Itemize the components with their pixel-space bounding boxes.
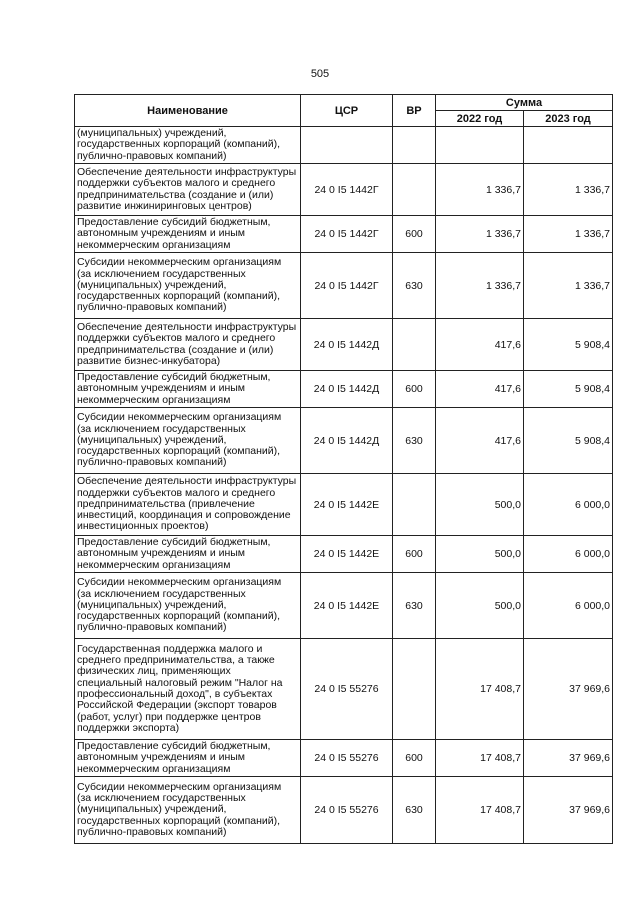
cell-vr: 600 xyxy=(393,536,436,573)
cell-2023: 37 969,6 xyxy=(524,639,613,740)
cell-name xyxy=(75,474,301,536)
table-row xyxy=(75,164,613,216)
table-row xyxy=(75,536,613,573)
cell-name-line: Предоставление субсидий бюджетным, xyxy=(77,216,271,229)
cell-name-line: некоммерческим организациям xyxy=(77,558,231,571)
cell-name-line: физических лиц, применяющих xyxy=(77,665,231,678)
cell-vr xyxy=(393,164,436,216)
table-row xyxy=(75,740,613,777)
cell-name-line: профессиональный доход", в субъектах xyxy=(77,688,273,700)
cell-name-line: Обеспечение деятельности инфраструктуры xyxy=(77,475,297,488)
cell-name-line: инвестиционных проектов) xyxy=(77,520,209,533)
cell-name-line: автономным учреждениям и иным xyxy=(77,382,246,395)
cell-name-line: публично-правовых компаний) xyxy=(77,149,227,162)
cell-name-line: некоммерческим организациям xyxy=(77,238,231,251)
cell-name-line: государственных корпораций (компаний), xyxy=(77,445,281,458)
header-vr: ВР xyxy=(393,95,436,127)
cell-2023: 37 969,6 xyxy=(524,777,613,844)
cell-csr: 24 0 I5 55276 xyxy=(301,777,393,844)
cell-name-line: (муниципальных) учреждений, xyxy=(77,278,227,291)
cell-csr: 24 0 I5 1442Д xyxy=(301,408,393,474)
cell-name-line: публично-правовых компаний) xyxy=(77,621,227,634)
cell-2023: 1 336,7 xyxy=(524,253,613,319)
table-row xyxy=(75,777,613,844)
cell-name xyxy=(75,371,301,408)
cell-name-line: среднего предпринимательства, а также xyxy=(77,654,275,667)
cell-vr: 630 xyxy=(393,777,436,844)
table-row xyxy=(75,216,613,253)
cell-name-line: (за исключением государственных xyxy=(77,587,246,600)
page-number: 505 xyxy=(310,68,330,80)
cell-name-line: специальный налоговый режим "Налог на xyxy=(77,676,283,689)
cell-2022: 17 408,7 xyxy=(436,639,524,740)
cell-csr: 24 0 I5 1442Е xyxy=(301,536,393,573)
cell-2023: 1 336,7 xyxy=(524,216,613,253)
cell-name xyxy=(75,253,301,319)
cell-name-line: Субсидии некоммерческим организациям xyxy=(77,411,282,424)
cell-2023 xyxy=(524,127,613,164)
cell-name-line: Обеспечение деятельности инфраструктуры xyxy=(77,320,297,333)
cell-name-line: развитие бизнес-инкубатора) xyxy=(77,354,221,367)
cell-name-line: предпринимательства (привлечение xyxy=(77,497,255,510)
cell-2023: 1 336,7 xyxy=(524,164,613,216)
cell-name-line: (за исключением государственных xyxy=(77,792,246,805)
cell-vr xyxy=(393,127,436,164)
cell-2023: 5 908,4 xyxy=(524,319,613,371)
table-row xyxy=(75,474,613,536)
cell-2023: 5 908,4 xyxy=(524,408,613,474)
cell-2022: 17 408,7 xyxy=(436,740,524,777)
cell-2022: 500,0 xyxy=(436,573,524,639)
cell-csr: 24 0 I5 55276 xyxy=(301,740,393,777)
cell-name xyxy=(75,408,301,474)
cell-vr xyxy=(393,639,436,740)
cell-name-line: Субсидии некоммерческим организациям xyxy=(77,576,282,589)
cell-name-line: (за исключением государственных xyxy=(77,422,246,435)
cell-vr: 600 xyxy=(393,371,436,408)
cell-name xyxy=(75,319,301,371)
header-name: Наименование xyxy=(75,95,301,127)
cell-2022: 17 408,7 xyxy=(436,777,524,844)
table-row xyxy=(75,127,613,164)
cell-csr: 24 0 I5 1442Г xyxy=(301,216,393,253)
table-row xyxy=(75,573,613,639)
cell-name-line: (муниципальных) учреждений, xyxy=(77,127,227,140)
cell-2023: 5 908,4 xyxy=(524,371,613,408)
table-row xyxy=(75,253,613,319)
cell-name-line: инвестиций, координация и сопровождение xyxy=(77,509,291,522)
cell-name-line: (за исключением государственных xyxy=(77,267,246,280)
table-body xyxy=(75,127,613,844)
cell-vr: 600 xyxy=(393,216,436,253)
cell-csr: 24 0 I5 1442Е xyxy=(301,573,393,639)
cell-csr: 24 0 I5 1442Д xyxy=(301,371,393,408)
cell-2022: 417,6 xyxy=(436,319,524,371)
cell-name-line: предпринимательства (создание и (или) xyxy=(77,188,274,201)
cell-name-line: публично-правовых компаний) xyxy=(77,301,227,314)
cell-name-line: развитие инжиниринговых центров) xyxy=(77,199,252,212)
cell-name-line: предпринимательства (создание и (или) xyxy=(77,343,274,356)
cell-2023: 37 969,6 xyxy=(524,740,613,777)
cell-name-line: (муниципальных) учреждений, xyxy=(77,433,227,446)
cell-vr: 630 xyxy=(393,253,436,319)
cell-name-line: государственных корпораций (компаний), xyxy=(77,610,281,623)
header-sum: Сумма xyxy=(436,95,613,111)
table-row xyxy=(75,639,613,740)
cell-2022: 417,6 xyxy=(436,371,524,408)
cell-name-line: Предоставление субсидий бюджетным, xyxy=(77,536,271,549)
cell-csr: 24 0 I5 1442Г xyxy=(301,164,393,216)
cell-vr: 630 xyxy=(393,573,436,639)
cell-csr: 24 0 I5 1442Е xyxy=(301,474,393,536)
cell-name-line: (муниципальных) учреждений, xyxy=(77,803,227,816)
table-row xyxy=(75,408,613,474)
cell-name-line: публично-правовых компаний) xyxy=(77,825,227,838)
cell-name-line: Субсидии некоммерческим организациям xyxy=(77,780,282,793)
cell-2022: 1 336,7 xyxy=(436,216,524,253)
cell-name xyxy=(75,573,301,639)
cell-name-line: Российской Федерации (экспорт товаров xyxy=(77,699,277,712)
cell-vr xyxy=(393,319,436,371)
cell-vr: 630 xyxy=(393,408,436,474)
cell-2022 xyxy=(436,127,524,164)
cell-2023: 6 000,0 xyxy=(524,474,613,536)
cell-name xyxy=(75,777,301,844)
cell-name-line: поддержки субъектов малого и среднего xyxy=(77,177,276,190)
cell-2022: 500,0 xyxy=(436,536,524,573)
cell-name-line: поддержки экспорта) xyxy=(77,721,180,734)
cell-name-line: Субсидии некоммерческим организациям xyxy=(77,256,282,269)
cell-name-line: Предоставление субсидий бюджетным, xyxy=(77,740,271,753)
cell-2022: 417,6 xyxy=(436,408,524,474)
cell-name xyxy=(75,164,301,216)
cell-2023: 6 000,0 xyxy=(524,536,613,573)
cell-2022: 1 336,7 xyxy=(436,164,524,216)
cell-csr: 24 0 I5 1442Г xyxy=(301,253,393,319)
cell-name-line: автономным учреждениям и иным xyxy=(77,227,246,240)
cell-name-line: Обеспечение деятельности инфраструктуры xyxy=(77,165,297,178)
cell-name-line: публично-правовых компаний) xyxy=(77,456,227,469)
header-year-2023: 2023 год xyxy=(524,111,613,127)
cell-name-line: автономным учреждениям и иным xyxy=(77,751,246,764)
cell-name-line: (муниципальных) учреждений, xyxy=(77,598,227,611)
cell-name-line: поддержки субъектов малого и среднего xyxy=(77,332,276,345)
cell-csr: 24 0 I5 1442Д xyxy=(301,319,393,371)
cell-2023: 6 000,0 xyxy=(524,573,613,639)
cell-name xyxy=(75,536,301,573)
cell-csr xyxy=(301,127,393,164)
cell-vr: 600 xyxy=(393,740,436,777)
cell-csr: 24 0 I5 55276 xyxy=(301,639,393,740)
cell-name-line: некоммерческим организациям xyxy=(77,762,231,775)
cell-name xyxy=(75,740,301,777)
cell-vr xyxy=(393,474,436,536)
header-csr: ЦСР xyxy=(301,95,393,127)
cell-name xyxy=(75,216,301,253)
cell-2022: 1 336,7 xyxy=(436,253,524,319)
cell-name-line: поддержки субъектов малого и среднего xyxy=(77,486,276,499)
cell-name xyxy=(75,127,301,164)
cell-name-line: государственных корпораций (компаний), xyxy=(77,138,281,151)
cell-name-line: Предоставление субсидий бюджетным, xyxy=(77,371,271,384)
budget-table xyxy=(74,94,613,844)
cell-2022: 500,0 xyxy=(436,474,524,536)
cell-name xyxy=(75,639,301,740)
cell-name-line: некоммерческим организациям xyxy=(77,393,231,406)
cell-name-line: автономным учреждениям и иным xyxy=(77,547,246,560)
header-year-2022: 2022 год xyxy=(436,111,524,127)
table-row xyxy=(75,319,613,371)
cell-name-line: Государственная поддержка малого и xyxy=(77,642,263,655)
cell-name-line: государственных корпораций (компаний), xyxy=(77,814,281,827)
table-row xyxy=(75,371,613,408)
cell-name-line: (работ, услуг) при поддержке центров xyxy=(77,710,261,723)
table-header xyxy=(75,95,613,127)
cell-name-line: государственных корпораций (компаний), xyxy=(77,290,281,303)
